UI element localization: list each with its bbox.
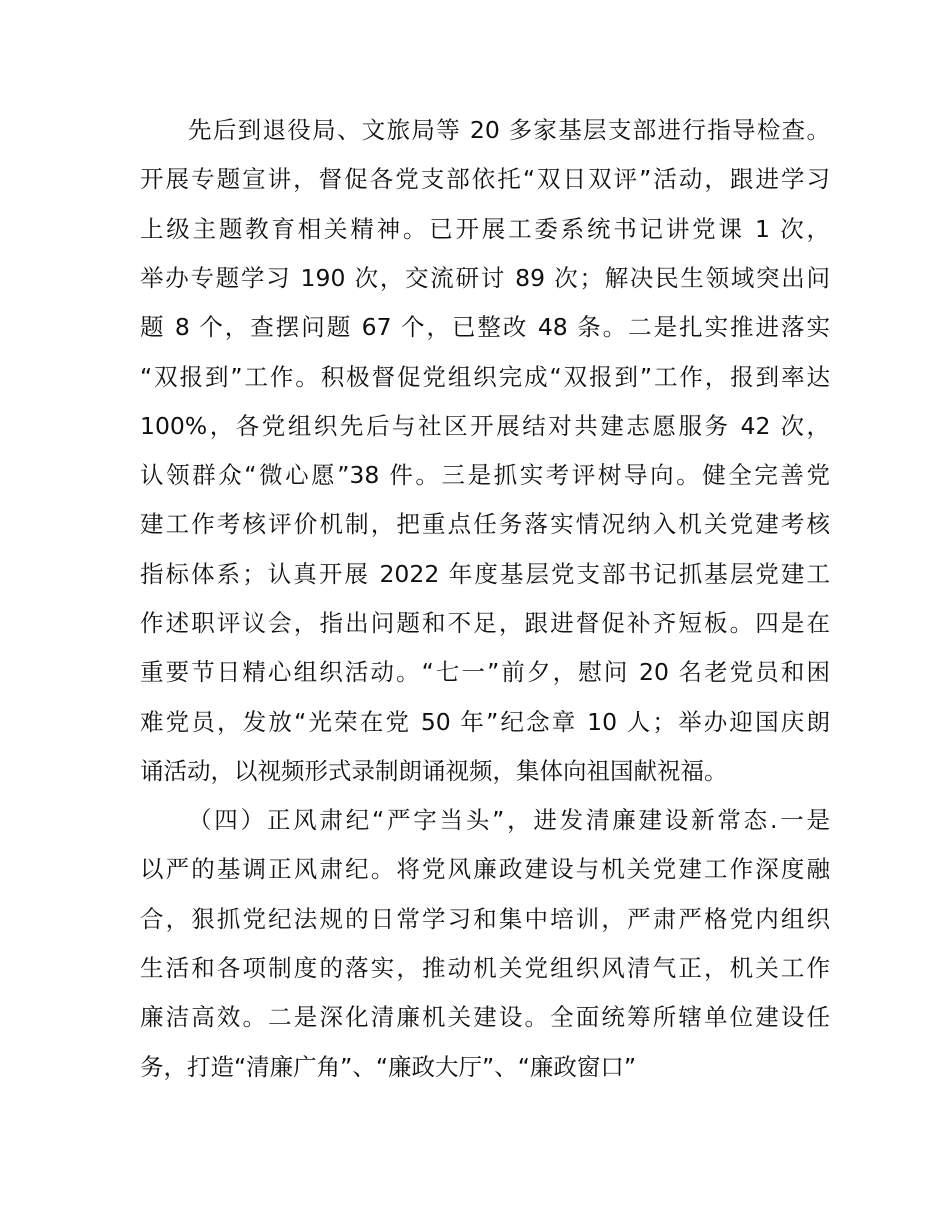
paragraph-1-line: 重要节日精心组织活动。“七一”前夕，慰问 20 名老党员和困 xyxy=(140,658,830,687)
paragraph-1-line: 题 8 个，查摆问题 67 个，已整改 48 条。二是扎实推进落实 xyxy=(140,313,830,342)
paragraph-1-line: 难党员，发放“光荣在党 50 年”纪念章 10 人；举办迎国庆朗 xyxy=(140,707,830,736)
paragraph-2-line: 生活和各项制度的落实，推动机关党组织风清气正，机关工作 xyxy=(140,953,830,982)
paragraph-1-line: 认领群众“微心愿”38 件。三是抓实考评树导向。健全完善党 xyxy=(140,461,830,490)
paragraph-1-line: 上级主题教育相关精神。已开展工委系统书记讲党课 1 次， xyxy=(140,214,830,243)
paragraph-1-line: 建工作考核评价机制，把重点任务落实情况纳入机关党建考核 xyxy=(140,510,830,539)
paragraph-1-line: 诵活动，以视频形式录制朗诵视频，集体向祖国献祝福。 xyxy=(140,756,728,785)
paragraph-1-line: 100%，各党组织先后与社区开展结对共建志愿服务 42 次， xyxy=(140,411,830,440)
paragraph-1-line: 作述职评议会，指出问题和不足，跟进督促补齐短板。四是在 xyxy=(140,609,830,637)
paragraph-1-line: 举办专题学习 190 次，交流研讨 89 次；解决民生领域突出问 xyxy=(140,263,830,292)
paragraph-1-line: “双报到”工作。积极督促党组织完成“双报到”工作，报到率达 xyxy=(140,362,830,391)
paragraph-2-line: 以严的基调正风肃纪。将党风廉政建设与机关党建工作深度融 xyxy=(140,855,830,884)
paragraph-2-line: 廉洁高效。二是深化清廉机关建设。全面统筹所辖单位建设任 xyxy=(140,1003,830,1032)
paragraph-1-line: 指标体系；认真开展 2022 年度基层党支部书记抓基层党建工 xyxy=(140,559,830,588)
paragraph-2-line: （四）正风肃纪“严字当头”，进发清廉建设新常态.一是 xyxy=(188,806,830,834)
paragraph-2-line: 务，打造“清廉广角”、“廉政大厅”、“廉政窗口” xyxy=(140,1052,637,1081)
paragraph-2-line: 合，狠抓党纪法规的日常学习和集中培训，严肃严格党内组织 xyxy=(140,904,830,933)
paragraph-1-line: 开展专题宣讲，督促各党支部依托“双日双评”活动，跟进学习 xyxy=(140,165,830,194)
paragraph-1-line: 先后到退役局、文旅局等 20 多家基层支部进行指导检查。 xyxy=(188,116,830,144)
